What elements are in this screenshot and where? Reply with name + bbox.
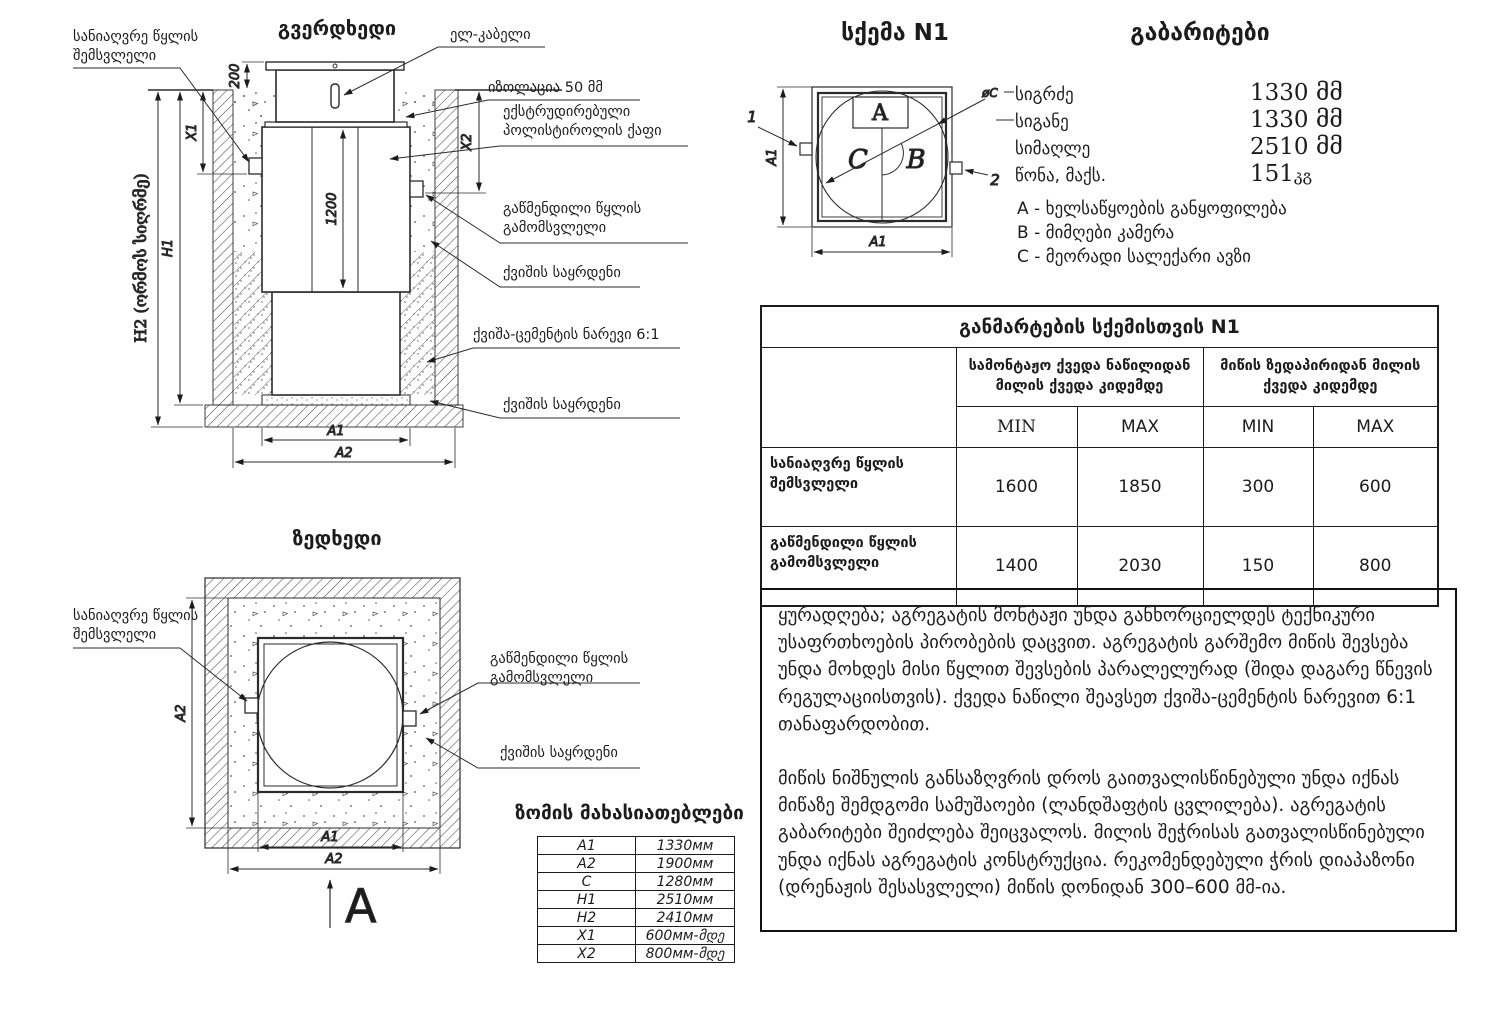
dim-label-1200: 1200 xyxy=(325,192,340,226)
size-row: A1 1330мм xyxy=(538,837,735,855)
backfill-top-left xyxy=(233,90,276,124)
compartment-a-label: A xyxy=(872,101,888,126)
weight-unit: კგ xyxy=(1293,166,1313,185)
dimension-value xyxy=(1250,161,1312,187)
dimension-label: სიგრძე xyxy=(1015,85,1074,105)
callout-sand-support-bottom: ქვიშის საყრდენი xyxy=(503,397,621,413)
dimension-value: 2510 მმ xyxy=(1250,134,1343,160)
sand-support-strip xyxy=(262,395,410,405)
dim-label-x1: X1 xyxy=(185,123,200,141)
callout-inlet-top-view xyxy=(73,607,198,646)
tank-square-outer xyxy=(258,638,403,792)
dim-label-h2: H2 (ორმოს სიღრმე) xyxy=(131,173,150,343)
callout-inlet-top-line1: სანიაღვრე წყლის xyxy=(73,608,199,624)
dimension-label: სიმაღლე xyxy=(1015,139,1091,159)
dimension-row-weight xyxy=(1015,161,1415,187)
top-view-title: ზედხედი xyxy=(292,526,382,550)
tank-c-label: C xyxy=(848,145,868,175)
dimension-row-height xyxy=(1015,134,1415,160)
callout-sand-top-view: ქვიშის საყრდენი xyxy=(500,745,618,761)
side-view-title: გვერდხედი xyxy=(277,16,397,40)
dimension-value: 1330 მმ xyxy=(1250,107,1343,133)
cell-value: 1600 xyxy=(956,448,1077,527)
callout-2-label: 2 xyxy=(990,171,1000,189)
tank-lower-body xyxy=(272,292,400,395)
inlet-stub xyxy=(249,158,262,174)
dimensions-panel-title: გაბარიტები xyxy=(1130,20,1270,46)
callout-sand-support-top: ქვიშის საყრდენი xyxy=(503,265,621,281)
scheme-inlet-stub xyxy=(800,143,812,155)
dimension-row-width xyxy=(1015,107,1415,133)
row-label-outlet: გაწმენდილი წყლის გამომსვლელი xyxy=(761,527,956,607)
dimension-label: წონა, მაქს. xyxy=(1015,166,1107,186)
diameter-label: øC xyxy=(982,86,998,100)
leader-sand-cement xyxy=(427,348,680,362)
dimension-row-length xyxy=(1015,80,1415,106)
callout-inlet xyxy=(73,28,198,67)
backfill-top-right xyxy=(394,90,435,124)
dim-label-a1-bottom: A1 xyxy=(869,235,887,250)
dim-label-a2-side: A2 xyxy=(174,704,189,722)
callout-cable: ელ-კაბელი xyxy=(450,27,531,43)
callout-inlet-top-line2: შემსვლელი xyxy=(73,627,157,644)
callout-outlet-top-line1: გაწმენდილი წყლის xyxy=(490,651,629,667)
inlet-stub-top xyxy=(245,698,258,713)
size-row: X1 600мм-მდე xyxy=(538,927,735,945)
callout-outlet-top-line2: გამომსვლელი xyxy=(490,670,594,687)
outlet-stub xyxy=(410,181,423,197)
dim-label-h1: H1 xyxy=(161,238,176,258)
leader-1 xyxy=(758,127,797,146)
view-mark-label: A xyxy=(345,879,377,933)
dim-label-a1: A1 xyxy=(327,424,345,439)
callout-inlet-line2: შემსვლელი xyxy=(73,48,157,65)
size-row: H2 2410мм xyxy=(538,909,735,927)
legend-b: B - მიმღები კამერა xyxy=(1017,223,1175,243)
size-table xyxy=(537,836,735,963)
chamber-b-label: B xyxy=(906,145,926,175)
dim-label-x2: X2 xyxy=(460,133,475,151)
pit-wall-right xyxy=(435,90,458,405)
callout-outlet xyxy=(503,200,641,239)
notes-paragraph-2: მიწის ნიშნულის განსაზღვრის დროს გაითვალისწინებული უნდა იქნას მიწაზე შემდგომი სამუშაოები (ლანდშაფტის ცვლილება). აგრეგატის გაბარიტები შეიძლება შეიცვალოს. მილის შეჭრისას გათვალისწინებული უნდა იქნას აგრეგატის კონსტრუქცია. რეკომენდებული ჭრის დიაპაზონი (დრენაჟის შესასვლელი) მიწის დონიდან 300–600 მმ-ია. xyxy=(778,767,1425,898)
size-row: A2 1900мм xyxy=(538,855,735,873)
callout-foam-line1: ექსტრუდირებული xyxy=(503,104,631,120)
callout-inlet-line1: სანიაღვრე წყლის xyxy=(73,29,199,45)
cell-value: 150 xyxy=(1203,527,1313,607)
explanation-table-title: განმარტების სქემისთვის N1 xyxy=(761,306,1438,348)
callout-foam xyxy=(503,103,662,142)
callout-foam-line2: პოლისტიროლის ქაფი xyxy=(503,123,662,140)
lid-bolt xyxy=(333,64,337,68)
dimension-value: 1330 მმ xyxy=(1250,80,1343,106)
subheader-min-2: MIN xyxy=(1203,407,1313,448)
dim-label-a1: A1 xyxy=(321,830,339,845)
notes-block xyxy=(760,588,1457,932)
cell-value: 600 xyxy=(1313,448,1438,527)
group-header-1: სამონტაჟო ქვედა ნაწილიდან მილის ქვედა კიდემდე xyxy=(956,348,1203,407)
callout-1-label: 1 xyxy=(747,108,757,126)
leader-2 xyxy=(965,170,988,175)
subheader-min-1: MIN xyxy=(956,407,1077,448)
size-table-title: ზომის მახასიათებლები xyxy=(515,802,744,824)
scheme-outlet-stub xyxy=(950,162,962,174)
callout-outlet-line2: გამომსვლელი xyxy=(503,220,607,237)
cell-value: 300 xyxy=(1203,448,1313,527)
dim-label-200: 200 xyxy=(228,63,243,89)
dim-label-a2: A2 xyxy=(335,446,353,461)
group-header-2: მიწის ზედაპირიდან მილის ქვედა კიდემდე xyxy=(1203,348,1438,407)
legend-c: C - მეორადი სალექარი ავზი xyxy=(1017,247,1251,267)
size-row: C 1280мм xyxy=(538,873,735,891)
empty-header-cell xyxy=(761,348,956,448)
dimension-label: სიგანე xyxy=(1015,112,1069,132)
weight-number: 151 xyxy=(1250,161,1294,187)
explanation-table xyxy=(760,305,1439,607)
subheader-max-2: MAX xyxy=(1313,407,1438,448)
dim-label-a1-side: A1 xyxy=(765,148,780,166)
pit-wall-left xyxy=(213,90,233,405)
subheader-max-1: MAX xyxy=(1077,407,1203,448)
callout-outlet-top-view xyxy=(490,650,628,689)
table-row-inlet xyxy=(761,448,1438,527)
callout-insulation: იზოლაცია 50 მმ xyxy=(488,80,603,96)
callout-outlet-line1: გაწმენდილი წყლის xyxy=(503,201,642,217)
cell-value: 2030 xyxy=(1077,527,1203,607)
legend-a: A - ხელსაწყოების განყოფილება xyxy=(1017,199,1287,219)
size-row: X2 800мм-მდე xyxy=(538,945,735,963)
dim-label-a2: A2 xyxy=(325,852,343,867)
cell-value: 1400 xyxy=(956,527,1077,607)
size-row: H1 2510мм xyxy=(538,891,735,909)
cell-value: 800 xyxy=(1313,527,1438,607)
scheme-title: სქემა N1 xyxy=(841,20,949,46)
electric-cable xyxy=(331,84,339,108)
cell-value: 1850 xyxy=(1077,448,1203,527)
scheme-drawing xyxy=(747,86,1014,257)
outlet-stub-top xyxy=(403,711,416,726)
row-label-inlet: სანიაღვრე წყლის შემსვლელი xyxy=(761,448,956,527)
notes-paragraph-1: ყურადღება; აგრეგატის მონტაჟი უნდა განხორციელდეს ტექნიკური უსაფრთხოების პირობების დაცვით. აგრეგატის გარშემო მიწის შევსება უნდა მოხდეს მისი წყლით შევსების პარალელურად (შიდა დაგარე წნევის რეგულაციისთვის). ქვედა ნაწილი შეავსეთ ქვიშა-ცემენტის ნარევით 6:1 თანაფარდობით. xyxy=(778,605,1433,735)
callout-sand-cement: ქვიშა-ცემენტის ნარევი 6:1 xyxy=(473,327,660,343)
